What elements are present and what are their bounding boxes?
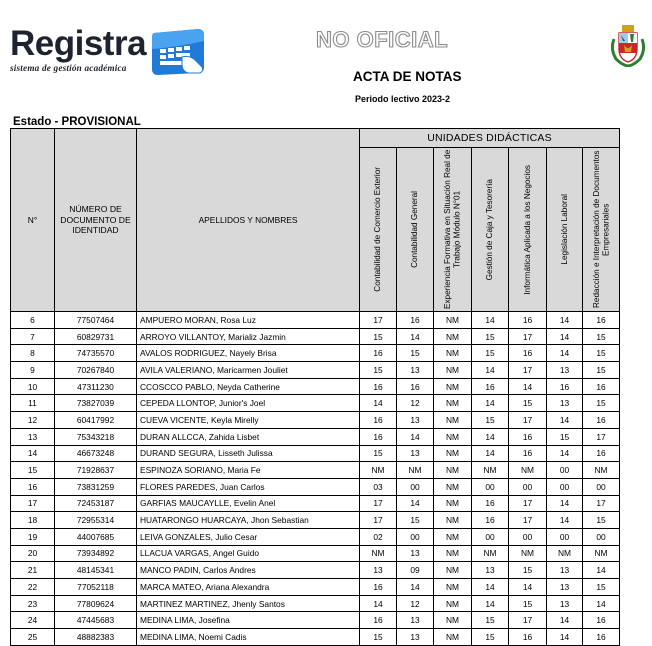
header-full-name: APELLIDOS Y NOMBRES	[137, 129, 360, 312]
header-unit	[509, 148, 547, 312]
grade-cell: 16	[509, 428, 547, 445]
grade-cell: 14	[583, 595, 620, 612]
grade-cell: 14	[472, 312, 509, 329]
grade-cell: 15	[397, 345, 434, 362]
grade-cell: 17	[360, 512, 397, 529]
grade-cell: 13	[397, 362, 434, 379]
grade-cell: 15	[583, 328, 620, 345]
grade-cell: NM	[509, 462, 547, 479]
document-id-cell: 47311230	[55, 378, 137, 395]
grade-cell: 17	[509, 512, 547, 529]
grade-cell: 15	[360, 328, 397, 345]
grade-cell: 17	[583, 495, 620, 512]
grade-cell: NM	[583, 545, 620, 562]
grade-cell: 15	[360, 362, 397, 379]
table-row	[11, 312, 620, 329]
table-row	[11, 562, 620, 579]
grade-cell: 14	[472, 395, 509, 412]
grade-cell: 16	[509, 629, 547, 646]
grade-cell: 00	[547, 462, 583, 479]
grade-cell: 00	[397, 528, 434, 545]
grade-cell: 13	[397, 412, 434, 429]
table-row	[11, 629, 620, 646]
table-row	[11, 545, 620, 562]
student-name-cell: FLORES PAREDES, Juan Carlos	[137, 478, 360, 495]
row-number: 18	[11, 512, 55, 529]
grade-cell: 16	[583, 629, 620, 646]
grade-cell: 17	[509, 412, 547, 429]
grade-cell: 14	[397, 495, 434, 512]
grade-cell: 14	[472, 595, 509, 612]
student-name-cell: LLACUA VARGAS, Angel Guido	[137, 545, 360, 562]
grade-cell: 00	[509, 528, 547, 545]
keyboard-hand-icon	[148, 27, 208, 79]
grade-cell: 15	[583, 395, 620, 412]
grade-cell: 00	[509, 478, 547, 495]
grade-cell: 14	[547, 629, 583, 646]
grade-cell: 13	[397, 545, 434, 562]
document-id-cell: 71928637	[55, 462, 137, 479]
grade-cell: NM	[434, 629, 472, 646]
grade-cell: NM	[434, 579, 472, 596]
grade-cell: 15	[360, 445, 397, 462]
table-row	[11, 378, 620, 395]
grade-cell: NM	[434, 445, 472, 462]
student-name-cell: AVALOS RODRIGUEZ, Nayely Brisa	[137, 345, 360, 362]
grade-cell: NM	[509, 545, 547, 562]
row-number: 21	[11, 562, 55, 579]
table-row	[11, 495, 620, 512]
document-id-cell: 73827039	[55, 395, 137, 412]
grade-cell: 15	[472, 629, 509, 646]
grade-cell: 16	[360, 579, 397, 596]
grade-cell: 14	[472, 579, 509, 596]
grade-cell: NM	[434, 528, 472, 545]
table-row	[11, 362, 620, 379]
grade-cell: 16	[509, 312, 547, 329]
grade-cell: 16	[397, 312, 434, 329]
document-id-cell: 48882383	[55, 629, 137, 646]
student-name-cell: AMPUERO MORAN, Rosa Luz	[137, 312, 360, 329]
row-number: 11	[11, 395, 55, 412]
student-name-cell: MARCA MATEO, Ariana Alexandra	[137, 579, 360, 596]
row-number: 9	[11, 362, 55, 379]
grade-cell: 13	[547, 395, 583, 412]
grade-cell: 15	[509, 562, 547, 579]
grade-cell: NM	[434, 512, 472, 529]
grade-cell: 17	[509, 362, 547, 379]
grade-cell: 14	[547, 412, 583, 429]
row-number: 6	[11, 312, 55, 329]
table-row	[11, 528, 620, 545]
grade-cell: 14	[472, 362, 509, 379]
document-id-cell: 44007685	[55, 528, 137, 545]
grade-cell: 16	[583, 612, 620, 629]
grade-cell: 15	[472, 612, 509, 629]
grade-cell: 16	[472, 378, 509, 395]
grade-cell: 17	[509, 328, 547, 345]
grade-cell: 13	[547, 362, 583, 379]
grade-cell: 17	[360, 495, 397, 512]
grade-cell: NM	[434, 462, 472, 479]
student-name-cell: ARROYO VILLANTOY, Marializ Jazmin	[137, 328, 360, 345]
grade-cell: 16	[472, 512, 509, 529]
grade-cell: 14	[509, 579, 547, 596]
grade-cell: 16	[583, 312, 620, 329]
grade-cell: 15	[472, 328, 509, 345]
header-unit	[547, 148, 583, 312]
table-row	[11, 445, 620, 462]
header-unit	[583, 148, 620, 312]
row-number: 10	[11, 378, 55, 395]
unit-label: Experiencia Formativa en Situación Real de Trabajo Módulo N°01	[443, 149, 462, 310]
student-name-cell: GARFIAS MAUCAYLLE, Evelin Anel	[137, 495, 360, 512]
unit-label: Gestión de Caja y Tesorería	[485, 178, 495, 281]
grade-cell: 15	[547, 428, 583, 445]
grade-cell: NM	[434, 395, 472, 412]
grade-cell: 16	[360, 428, 397, 445]
grade-cell: 14	[547, 495, 583, 512]
unit-label: Legislación Laboral	[559, 194, 569, 265]
grade-cell: 17	[509, 495, 547, 512]
table-row	[11, 328, 620, 345]
grade-cell: 14	[583, 562, 620, 579]
grade-cell: 13	[547, 562, 583, 579]
document-id-cell: 77052118	[55, 579, 137, 596]
grade-cell: NM	[434, 312, 472, 329]
grade-cell: NM	[472, 545, 509, 562]
grade-cell: 15	[360, 629, 397, 646]
document-id-cell: 73934892	[55, 545, 137, 562]
page-title: ACTA DE NOTAS	[353, 69, 462, 84]
grade-cell: 17	[360, 312, 397, 329]
grade-cell: 00	[472, 528, 509, 545]
student-name-cell: CEPEDA LLONTOP, Junior's Joel	[137, 395, 360, 412]
grade-cell: NM	[360, 462, 397, 479]
grade-cell: 14	[547, 445, 583, 462]
grade-cell: 17	[509, 612, 547, 629]
grade-cell: 14	[547, 312, 583, 329]
unit-label: Informática Aplicada a los Negocios	[522, 164, 532, 295]
grade-cell: NM	[434, 412, 472, 429]
grade-cell: 16	[360, 612, 397, 629]
grade-cell: 16	[583, 412, 620, 429]
watermark: NO OFICIAL	[316, 27, 449, 52]
logo-wordmark: Registra	[10, 24, 147, 63]
grade-cell: 16	[397, 378, 434, 395]
grade-cell: 14	[360, 595, 397, 612]
student-name-cell: MEDINA LIMA, Josefina	[137, 612, 360, 629]
grade-cell: 16	[360, 345, 397, 362]
grade-cell: 16	[509, 345, 547, 362]
document-id-cell: 46673248	[55, 445, 137, 462]
grade-cell: 16	[583, 445, 620, 462]
grade-cell: 16	[509, 445, 547, 462]
grade-cell: 03	[360, 478, 397, 495]
row-number: 14	[11, 445, 55, 462]
logo-tagline: sistema de gestión académica	[10, 63, 127, 73]
table-row	[11, 478, 620, 495]
grade-cell: 13	[397, 629, 434, 646]
grade-cell: 13	[360, 562, 397, 579]
row-number: 12	[11, 412, 55, 429]
grade-cell: 14	[509, 378, 547, 395]
table-row	[11, 595, 620, 612]
header-unidades-didacticas: UNIDADES DIDÁCTICAS	[360, 129, 620, 148]
header-unit	[397, 148, 434, 312]
grade-cell: NM	[434, 362, 472, 379]
grade-cell: NM	[360, 545, 397, 562]
grade-cell: NM	[434, 495, 472, 512]
grade-cell: NM	[434, 612, 472, 629]
document-id-cell: 48145341	[55, 562, 137, 579]
student-name-cell: AVILA VALERIANO, Maricarmen Jouliet	[137, 362, 360, 379]
grade-cell: 16	[360, 378, 397, 395]
grade-cell: 16	[472, 495, 509, 512]
grade-cell: 15	[583, 512, 620, 529]
student-name-cell: DURAN ALLCCA, Zahida Lisbet	[137, 428, 360, 445]
table-row	[11, 512, 620, 529]
student-name-cell: LEIVA GONZALES, Julio Cesar	[137, 528, 360, 545]
grade-cell: 17	[583, 428, 620, 445]
table-row	[11, 428, 620, 445]
table-row	[11, 395, 620, 412]
grade-cell: 16	[547, 378, 583, 395]
row-number: 19	[11, 528, 55, 545]
document-id-cell: 74735570	[55, 345, 137, 362]
document-id-cell: 60417992	[55, 412, 137, 429]
registra-logo	[10, 24, 210, 82]
grade-cell: 15	[472, 412, 509, 429]
unit-label: Contabilidad General	[410, 191, 420, 268]
table-row	[11, 412, 620, 429]
grade-cell: NM	[547, 545, 583, 562]
grade-cell: 14	[547, 512, 583, 529]
student-name-cell: ESPINOZA SORIANO, Maria Fe	[137, 462, 360, 479]
header-unit	[434, 148, 472, 312]
grade-cell: 14	[547, 328, 583, 345]
grade-cell: 15	[397, 512, 434, 529]
row-number: 24	[11, 612, 55, 629]
grade-cell: 00	[583, 528, 620, 545]
row-number: 23	[11, 595, 55, 612]
estado-label: Estado - PROVISIONAL	[13, 116, 141, 128]
student-name-cell: CUEVA VICENTE, Keyla Mirelly	[137, 412, 360, 429]
grade-cell: 15	[472, 345, 509, 362]
grade-cell: NM	[434, 345, 472, 362]
document-id-cell: 73831259	[55, 478, 137, 495]
grade-cell: NM	[434, 562, 472, 579]
unit-label: Redacción e Interpretación de Documentos Empresariales	[591, 150, 610, 309]
grade-cell: NM	[434, 428, 472, 445]
grade-cell: 12	[397, 595, 434, 612]
grade-cell: 12	[397, 395, 434, 412]
grade-cell: NM	[472, 462, 509, 479]
grade-cell: 14	[360, 395, 397, 412]
row-number: 22	[11, 579, 55, 596]
row-number: 7	[11, 328, 55, 345]
header-document	[55, 129, 137, 312]
grade-cell: 13	[547, 595, 583, 612]
student-name-cell: DURAND SEGURA, Lisseth Julissa	[137, 445, 360, 462]
row-number: 25	[11, 629, 55, 646]
grade-cell: 16	[360, 412, 397, 429]
grade-cell: 15	[583, 345, 620, 362]
grade-cell: 13	[472, 562, 509, 579]
row-number: 13	[11, 428, 55, 445]
document-id-cell: 60829731	[55, 328, 137, 345]
grade-cell: 15	[583, 362, 620, 379]
student-name-cell: MANCO PADIN, Carlos Andres	[137, 562, 360, 579]
grade-cell: 14	[472, 428, 509, 445]
document-id-cell: 70267840	[55, 362, 137, 379]
table-row	[11, 345, 620, 362]
grade-cell: 00	[547, 528, 583, 545]
grade-cell: 15	[583, 579, 620, 596]
grade-cell: NM	[434, 328, 472, 345]
grade-cell: 15	[509, 395, 547, 412]
table-row	[11, 612, 620, 629]
grade-cell: 00	[472, 478, 509, 495]
row-number: 8	[11, 345, 55, 362]
table-row	[11, 462, 620, 479]
grade-cell: 13	[397, 612, 434, 629]
document-id-cell: 72453187	[55, 495, 137, 512]
row-number: 15	[11, 462, 55, 479]
row-number: 16	[11, 478, 55, 495]
document-id-cell: 47445683	[55, 612, 137, 629]
grade-cell: NM	[434, 595, 472, 612]
student-name-cell: MARTINEZ MARTINEZ, Jhenly Santos	[137, 595, 360, 612]
document-id-cell: 72955314	[55, 512, 137, 529]
grade-cell: NM	[397, 462, 434, 479]
header-unit	[360, 148, 397, 312]
grade-cell: 14	[547, 612, 583, 629]
grade-cell: NM	[583, 462, 620, 479]
unit-label: Contabilidad de Comercio Exterior	[373, 167, 383, 292]
header-document-label: NÚMERO DE DOCUMENTO DE IDENTIDAD	[60, 204, 131, 236]
grade-cell: 02	[360, 528, 397, 545]
grade-cell: 00	[397, 478, 434, 495]
grade-cell: 14	[397, 328, 434, 345]
table-row	[11, 579, 620, 596]
grade-cell: NM	[434, 378, 472, 395]
grade-cell: 00	[583, 478, 620, 495]
grades-table	[10, 128, 620, 646]
document-id-cell: 77809624	[55, 595, 137, 612]
student-name-cell: MEDINA LIMA, Noemi Cadis	[137, 629, 360, 646]
grade-cell: NM	[434, 478, 472, 495]
grade-cell: 14	[397, 579, 434, 596]
period-label: Periodo lectivo 2023-2	[355, 94, 451, 104]
document-id-cell: 77507464	[55, 312, 137, 329]
grade-cell: 14	[397, 428, 434, 445]
grade-cell: 16	[583, 378, 620, 395]
student-name-cell: HUATARONGO HUARCAYA, Jhon Sebastian	[137, 512, 360, 529]
grade-cell: 14	[547, 345, 583, 362]
peru-coat-of-arms-icon	[610, 25, 646, 67]
grade-cell: 00	[547, 478, 583, 495]
row-number: 20	[11, 545, 55, 562]
grade-cell: 15	[509, 595, 547, 612]
student-name-cell: CCOSCCO PABLO, Neyda Catherine	[137, 378, 360, 395]
header-unit	[472, 148, 509, 312]
grade-cell: 09	[397, 562, 434, 579]
grade-cell: 13	[397, 445, 434, 462]
document-id-cell: 75343218	[55, 428, 137, 445]
grade-cell: 13	[547, 579, 583, 596]
grade-cell: 14	[472, 445, 509, 462]
row-number: 17	[11, 495, 55, 512]
grade-cell: NM	[434, 545, 472, 562]
header-number: N°	[11, 129, 55, 312]
